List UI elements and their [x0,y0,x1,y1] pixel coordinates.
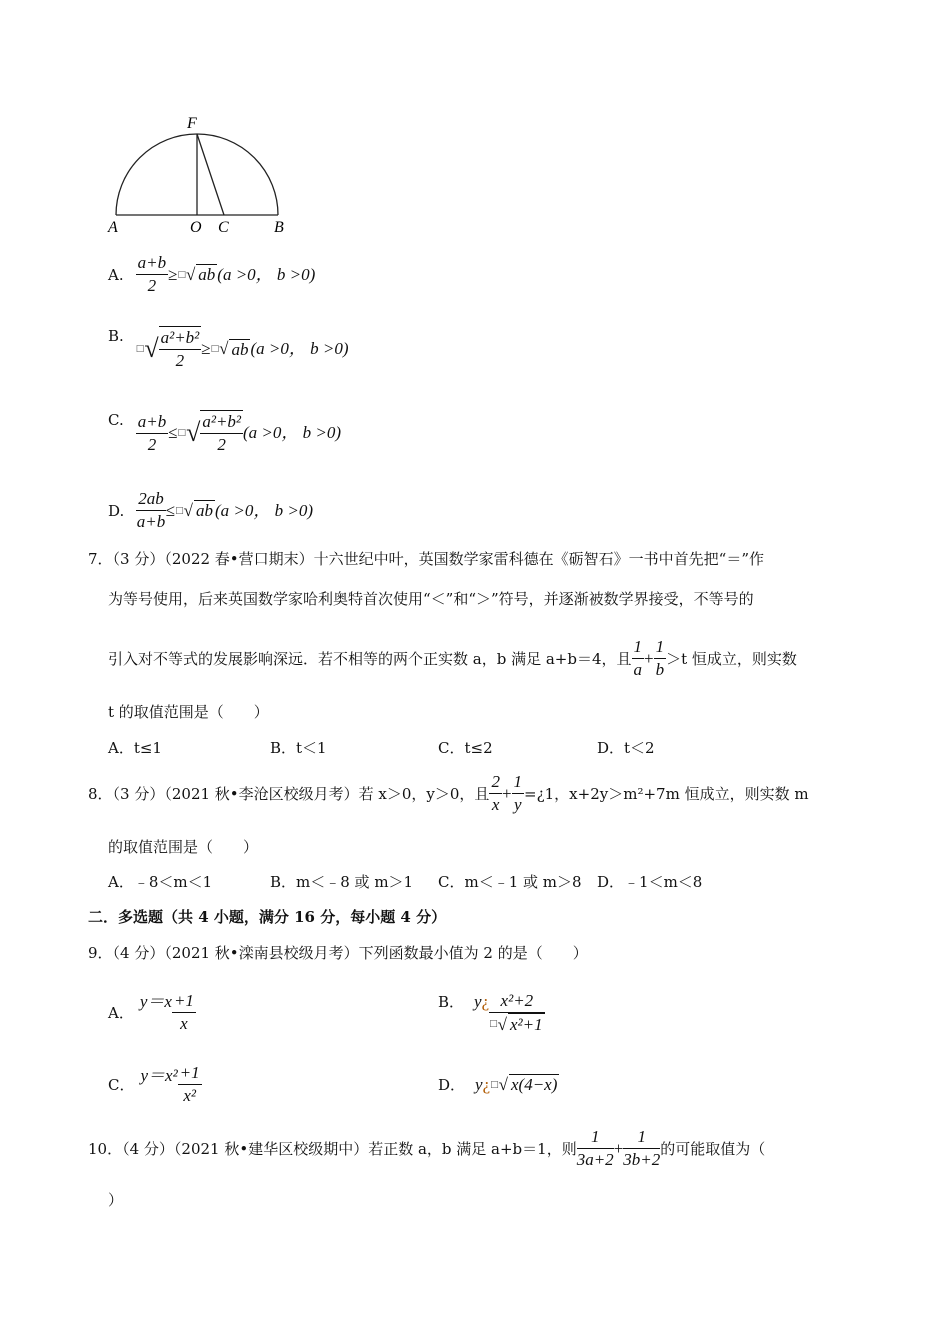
relation: ≥ [201,339,211,358]
option-label: D. [108,501,125,520]
fraction [136,411,168,456]
numerator: a²+b² [200,411,243,434]
fraction-1-over-y [512,771,525,816]
denominator: 2 [147,434,157,454]
q7-line2: 为等号使用，后来英国数学家哈利奥特首次使用“＜”和“＞”符号，并逐渐被数学界接受，不等号的 [108,590,754,608]
condition: (a >0， b >0) [250,339,349,358]
denominator: 2 [175,351,185,370]
q8-option-a: A．﹣8＜m＜1 [108,873,213,891]
denominator: 3b+2 [623,1150,661,1169]
fraction-2-over-x [489,771,502,816]
option-label: B. [108,327,124,345]
option-label: C． [108,1075,135,1094]
expr-prefix: y＝x [139,992,172,1011]
fraction [172,990,196,1035]
plus-sign: + [613,1138,624,1158]
denominator: b [655,660,665,679]
option-label: A． [108,1003,134,1022]
denominator: 3a+2 [576,1150,614,1169]
plus-sign: + [644,648,654,668]
placeholder-box: □ [490,1079,499,1090]
expr-prefix: y [475,1074,483,1094]
numerator: x²+2 [489,990,544,1013]
q6-option-c: C. $\frac{a+b}{2}$ ≤ □ √ $\frac{\text{a²+b²}}{2}$ (a >0， b >0) [108,411,342,454]
q6-option-b: B. □ √ $\frac{\text{a²+b²}}{2}$ ≥ □ √ ab (a >0， b >0) [108,327,349,370]
numerator: 2 [489,771,502,794]
q6-option-a: A. $\frac{a+b}{2}$ ≥ □ √ ab (a >0， b >0) [108,253,316,295]
q7-line4: t 的取值范围是（ ） [108,703,269,721]
condition: (a >0， b >0) [243,423,342,442]
relation: ≤ [168,423,178,442]
q10-line1-text: 10．（4 分）（2021 秋•建华区校级期中）若正数 a，b 满足 a+b＝1，则 [88,1139,577,1158]
placeholder-box: □ [175,505,184,516]
q8-option-b: B．m＜﹣8 或 m＞1 [270,873,414,891]
relation: ≥ [168,264,178,284]
condition: (a >0， b >0) [217,264,316,284]
fraction-1-over-3b2 [623,1126,660,1171]
q9-option-c [108,1062,202,1107]
relation: ≤ [165,500,176,520]
option-label: D． [438,1075,466,1094]
q8-line1-post: =¿1，x+2y＞m²+7m 恒成立，则实数 m [524,784,809,803]
q10-line1 [88,1126,765,1171]
q8-line1 [88,771,809,816]
placeholder-box: □ [177,269,186,280]
denominator: a+b [136,512,166,531]
q8-option-d: D．﹣1＜m＜8 [597,873,703,891]
numerator: 1 [577,1126,614,1149]
q8-line1-text: 8．（3 分）（2021 秋•李沧区校级月考）若 x＞0，y＞0，且 [88,784,490,803]
radicand: x(4−x) [510,1075,558,1094]
q8-line2: 的取值范围是（ ） [108,838,259,856]
q7-line3-post: ＞t 恒成立，则实数 [666,649,797,668]
radicand: ab [198,265,216,284]
placeholder-box: □ [210,344,220,354]
denominator: x [491,795,500,814]
radicand: ab [195,501,213,520]
option-label: A. [108,265,124,284]
plus-sign: + [501,783,512,803]
expr-prefix: y [474,992,482,1011]
numerator: +1 [172,990,196,1013]
label-O: O [190,219,202,236]
q9-option-b [438,990,545,1036]
q7-option-a: A．t≤1 [108,739,162,757]
q8-option-c: C．m＜﹣1 或 m＞8 [438,873,582,891]
radicand: x²+1 [509,1015,543,1034]
q7-option-b: B．t＜1 [270,739,327,757]
denominator: x [180,1014,188,1033]
unknown-char: ¿ [482,1074,491,1094]
numerator: a+b [136,252,168,275]
expr-prefix: y＝x² [140,1066,178,1085]
fraction [136,488,166,533]
denominator: a [633,660,643,679]
numerator: a²+b² [159,327,202,350]
numerator: 1 [512,771,525,794]
label-F: F [187,115,197,132]
radicand: ab [231,339,249,359]
option-label: C. [108,411,124,429]
denominator: 2 [147,276,157,295]
denominator: x² [183,1086,196,1105]
q10-line1-post: 的可能取值为（ [660,1139,766,1158]
q10-line2: ） [108,1191,124,1209]
numerator: 1 [654,636,667,659]
label-B: B [274,219,284,236]
fraction [159,326,202,372]
q9-option-a [108,990,196,1035]
q7-option-c: C．t≤2 [438,739,493,757]
fraction [489,990,544,1036]
numerator: +1 [178,1062,202,1085]
condition: (a >0， b >0) [214,500,313,520]
semicircle-diagram [100,108,300,238]
q7-line3 [108,636,797,681]
q7-line1: 7．（3 分）（2022 春•营口期末）十六世纪中叶，英国数学家雷科德在《砺智石》一书中首先把“＝”作 [88,550,764,568]
root-fraction [200,410,243,456]
fraction [136,252,168,297]
numerator: 1 [632,636,645,659]
denominator: y [514,795,522,814]
placeholder-box: □ [135,344,145,354]
label-A: A [108,219,118,236]
unknown-char: ¿ [481,992,490,1011]
placeholder-box: □ [177,428,187,438]
numerator: a+b [136,411,168,434]
q7-option-d: D．t＜2 [597,739,655,757]
denominator: □√ x²+1 [489,1015,543,1034]
fraction-1-over-a [632,636,645,681]
numerator: 1 [623,1126,660,1149]
label-C: C [218,219,229,236]
q9-option-d: D． y ¿ □ √ x(4−x) [438,1074,558,1094]
q9-stem: 9．（4 分）（2021 秋•滦南县校级月考）下列函数最小值为 2 的是（ ） [88,944,588,962]
fraction-1-over-3a2 [577,1126,614,1171]
fraction-1-over-b [654,636,667,681]
segment-FC [197,134,224,215]
section-title: 二．多选题（共 4 小题，满分 16 分，每小题 4 分） [88,908,447,926]
q6-option-d: D. $\frac{2ab}{a+b}$ ≤ □ √ ab (a >0， b >0) [108,489,313,531]
denominator: 2 [217,435,226,454]
fraction [178,1062,202,1107]
option-label: B． [438,993,465,1011]
numerator: 2ab [136,488,166,511]
q7-line3-text: 引入对不等式的发展影响深远．若不相等的两个正实数 a，b 满足 a+b＝4，且 [108,649,632,668]
